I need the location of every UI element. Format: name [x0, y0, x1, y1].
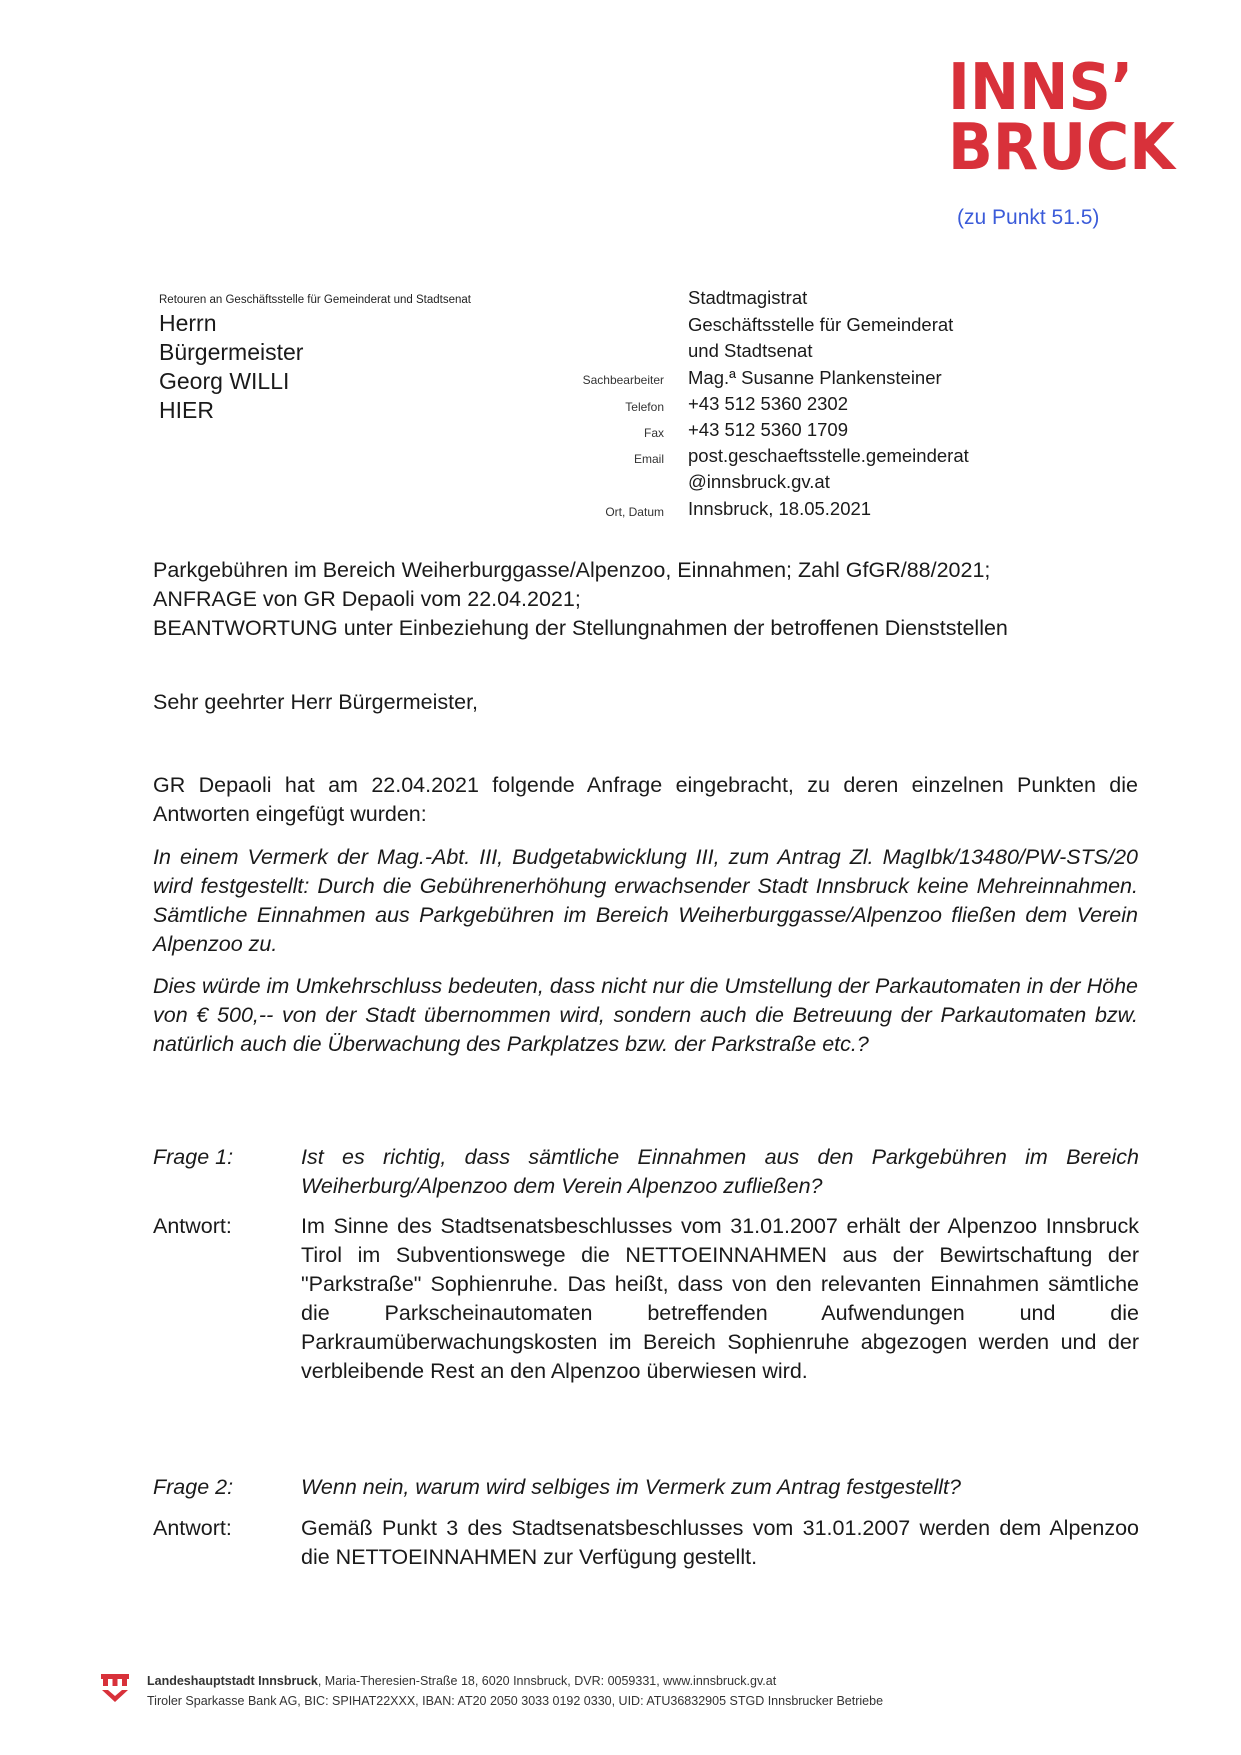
- sender-office: Geschäftsstelle für Gemeinderat: [688, 314, 954, 335]
- footer-address: [147, 1674, 776, 1688]
- quoted-paragraph: Dies würde im Umkehrschluss bedeuten, dass nicht nur die Umstellung der Parkautomaten in der Höhe von € 500,-- von der Stadt übernommen wird, sondern auch die Betreuung der Parkautomaten bzw. natürlich auch die Überwachung des Parkplatzes bzw. der Parkstraße etc.?: [153, 974, 1138, 1056]
- clerk-label: Sachbearbeiter: [582, 373, 664, 387]
- recipient-line: Georg WILLI: [159, 368, 290, 394]
- email-address: post.geschaeftsstelle.gemeinderat: [688, 445, 969, 466]
- footer-bank: Tiroler Sparkasse Bank AG, BIC: SPIHAT22XXX, IBAN: AT20 2050 3033 0192 0330, UID: ATU36832905 STGD Innsbrucker Betriebe: [147, 1694, 884, 1708]
- return-address: Retouren an Geschäftsstelle für Gemeinderat und Stadtsenat: [159, 294, 471, 306]
- innsbruck-logo: [948, 51, 1190, 185]
- recipient-line: HIER: [159, 397, 214, 423]
- answer-label: Antwort:: [153, 1214, 232, 1238]
- question-label: Frage 1:: [153, 1145, 234, 1169]
- email-address-cont: @innsbruck.gv.at: [688, 471, 830, 492]
- salutation: Sehr geehrter Herr Bürgermeister,: [153, 690, 479, 714]
- intro-paragraph: GR Depaoli hat am 22.04.2021 folgende Anfrage eingebracht, zu deren einzelnen Punkten die Antworten eingefügt wurden:: [153, 773, 1138, 826]
- logo-line-1: INNS’: [948, 51, 1134, 125]
- question-label: Frage 2:: [153, 1475, 234, 1499]
- logo-line-2: BRUCK: [948, 111, 1175, 185]
- answer-text: Im Sinne des Stadtsenatsbeschlusses vom 31.01.2007 erhält der Alpenzoo Innsbruck Tirol im Subventionswege die NETTOEINNAHMEN aus der Bewirtschaftung der "Parkstraße" Sophienruhe. Das heißt, dass von den relevanten Einnahmen sämtliche die Parkscheinautomaten betreffenden Aufwendungen und die Parkraumüberwachungskosten im Bereich Sophienruhe abgezogen werden und der verbleibende Rest an den Alpenzoo überwiesen wird.: [301, 1214, 1139, 1383]
- answer-text: Gemäß Punkt 3 des Stadtsenatsbeschlusses vom 31.01.2007 werden dem Alpenzoo die NETTOEINNAHMEN zur Verfügung gestellt.: [301, 1516, 1139, 1569]
- footer-city-name: Landeshauptstadt Innsbruck: [147, 1674, 318, 1688]
- place-date: Innsbruck, 18.05.2021: [688, 498, 872, 519]
- subject-line: Parkgebühren im Bereich Weiherburggasse/Alpenzoo, Einnahmen; Zahl GfGR/88/2021;: [153, 558, 991, 582]
- recipient-line: Bürgermeister: [159, 339, 304, 365]
- question-text: Wenn nein, warum wird selbiges im Vermerk zum Antrag festgestellt?: [301, 1475, 961, 1499]
- answer-label: Antwort:: [153, 1516, 232, 1540]
- subject-line: BEANTWORTUNG unter Einbeziehung der Stellungnahmen der betroffenen Dienststellen: [153, 616, 1008, 640]
- sender-office: Stadtmagistrat: [688, 287, 808, 308]
- clerk-name: Mag.ª Susanne Plankensteiner: [688, 367, 942, 388]
- phone-label: Telefon: [625, 400, 664, 414]
- date-label: Ort, Datum: [605, 505, 664, 519]
- sender-office: und Stadtsenat: [688, 340, 813, 361]
- subject: [153, 556, 1153, 643]
- reference-note: (zu Punkt 51.5): [957, 206, 1100, 229]
- footer-address-details: , Maria-Theresien-Straße 18, 6020 Innsbruck, DVR: 0059331, www.innsbruck.gv.at: [317, 1674, 777, 1688]
- city-crest-icon: [100, 1672, 130, 1704]
- subject-line: ANFRAGE von GR Depaoli vom 22.04.2021;: [153, 587, 581, 611]
- quoted-paragraph: In einem Vermerk der Mag.-Abt. III, Budgetabwicklung III, zum Antrag Zl. MagIbk/13480/PW-STS/20 wird festgestellt: Durch die Gebührenerhöhung erwachsender Stadt Innsbruck keine Mehreinnahmen. Sämtliche Einnahmen aus Parkgebühren im Bereich Weiherburggasse/Alpenzoo fließen dem Verein Alpenzoo zu.: [153, 845, 1138, 956]
- fax-label: Fax: [643, 426, 664, 440]
- email-label: Email: [633, 452, 664, 466]
- question-text: Ist es richtig, dass sämtliche Einnahmen aus den Parkgebühren im Bereich Weiherburg/Alpenzoo dem Verein Alpenzoo zufließen?: [301, 1145, 1139, 1198]
- fax-number: +43 512 5360 1709: [688, 419, 848, 440]
- phone-number: +43 512 5360 2302: [688, 393, 848, 414]
- recipient-line: Herrn: [159, 310, 217, 336]
